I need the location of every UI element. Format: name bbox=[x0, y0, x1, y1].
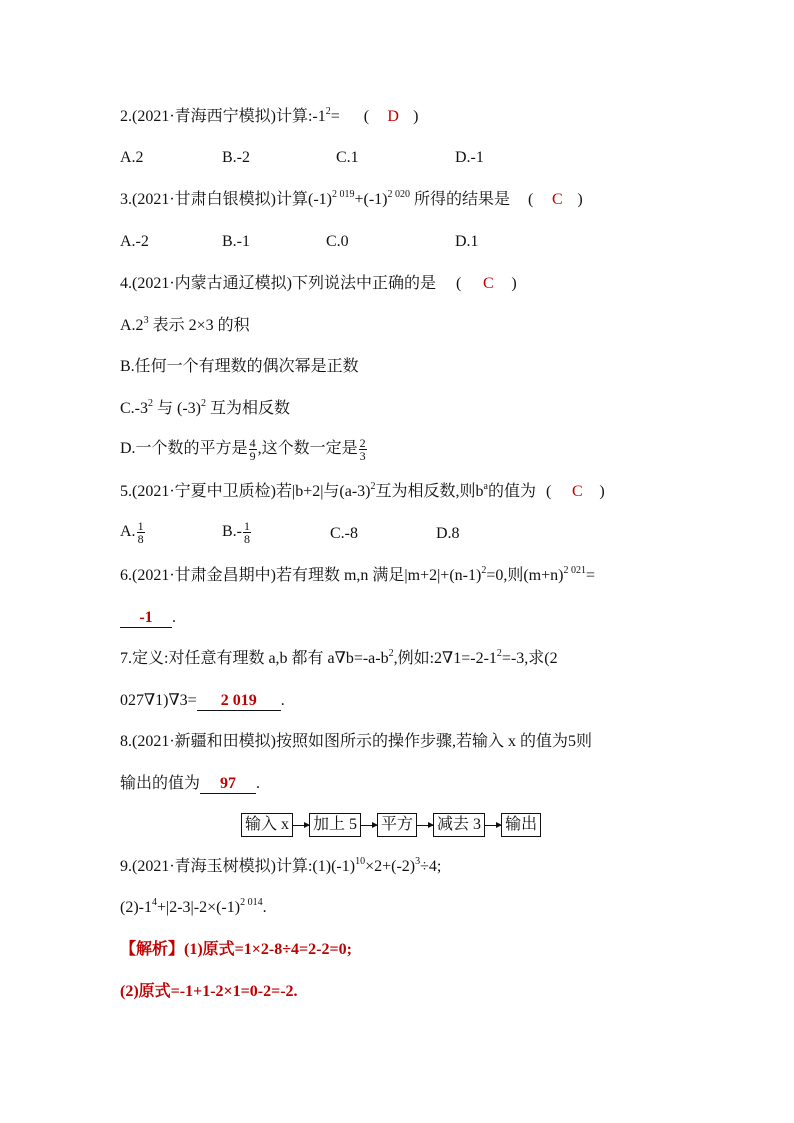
question-4: 4.(2021·内蒙古通辽模拟)下列说法中正确的是 ( C ) bbox=[120, 273, 517, 295]
flow-step-output: 输出 bbox=[501, 813, 541, 837]
answer-q7: 2 019 bbox=[197, 692, 281, 711]
option-a: $A.2^3$ 表示 2×3 的积 bbox=[120, 315, 250, 334]
answer-q3: C bbox=[552, 191, 563, 208]
fraction: $\frac{1}{8}$ bbox=[137, 519, 144, 546]
option-c: C.0 bbox=[326, 233, 349, 250]
question-8-line-2: 输出的值为 97 . bbox=[120, 775, 261, 792]
option-a: A. $\frac{1}{8}$ bbox=[120, 519, 144, 546]
question-9-part-2: $(2)-1^4+|2-3|-2\times(-1)^{2 014}$. bbox=[120, 897, 267, 916]
option-c: $C.-3^2$ 与 $(-3)^2$ 互为相反数 bbox=[120, 398, 291, 417]
fraction: $\frac{1}{8}$ bbox=[244, 519, 250, 546]
solution-part-2: (2)原式=-1+1-2×1=0-2=-2. bbox=[120, 983, 298, 1000]
flowchart bbox=[241, 813, 541, 837]
question-6: 6.(2021·甘肃金昌期中)若有理数 m,n 满足$|m+2|+(n-1)^2=0$,则$(m+n)^{2 021}=$ bbox=[120, 565, 596, 584]
option-d: D.一个数的平方是 $\frac{4}{9}$ ,这个数一定是 $\frac{2}{3}$ bbox=[120, 436, 366, 463]
option-d: D.8 bbox=[436, 525, 460, 542]
flow-step-subtract: 减去 3 bbox=[433, 813, 485, 837]
option-b: B.-2 bbox=[222, 149, 250, 166]
fraction: $\frac{4}{9}$ bbox=[249, 436, 256, 463]
option-b: B.- $\frac{1}{8}$ bbox=[222, 519, 250, 546]
option-b: B.任何一个有理数的偶次幂是正数 bbox=[120, 358, 359, 375]
arrow-icon bbox=[293, 825, 309, 826]
flow-step-add: 加上 5 bbox=[309, 813, 361, 837]
answer-q6: -1 bbox=[120, 609, 172, 628]
answer-q5: C bbox=[571, 483, 583, 500]
flow-step-input: 输入 x bbox=[241, 813, 293, 837]
question-3: 3.(2021·甘肃白银模拟)计算$(-1)^{2 019}+(-1)^{2 020}$ 所得的结果是 ( C ) bbox=[120, 189, 583, 211]
question-7-line-2: 027∇1)∇3= 2 019 . bbox=[120, 692, 285, 709]
option-b: B.-1 bbox=[222, 233, 250, 250]
question-8: 8.(2021·新疆和田模拟)按照如图所示的操作步骤,若输入 x 的值为5则 bbox=[120, 733, 592, 750]
arrow-icon bbox=[361, 825, 377, 826]
answer-q8: 97 bbox=[200, 775, 256, 794]
question-2: 2.(2021·青海西宁模拟)计算$:-1^2=$ ( D ) bbox=[120, 106, 418, 128]
question-9: 9.(2021·青海玉树模拟)计算$:(1)(-1)^{10}\times 2+(-2)^3\div 4$; bbox=[120, 856, 442, 875]
answer-q4: C bbox=[482, 275, 494, 292]
question-7: 7.定义:对任意有理数 a,b 都有 $a\nabla b=-a-b^2$,例如$:2\nabla 1=-2-1^2=-3$,求(2 bbox=[120, 648, 558, 667]
option-d: D.1 bbox=[455, 233, 479, 250]
option-c: C.-8 bbox=[330, 525, 358, 542]
arrow-icon bbox=[485, 825, 501, 826]
flow-step-square: 平方 bbox=[377, 813, 417, 837]
question-5: 5.(2021·宁夏中卫质检)若|b+2|与$(a-3)^2$互为相反数,则$b^a$的值为 ( C ) bbox=[120, 481, 605, 503]
arrow-icon bbox=[417, 825, 433, 826]
option-a: A.-2 bbox=[120, 233, 149, 250]
solution-part-1: 【解析】(1)原式=1×2-8÷4=2-2=0; bbox=[120, 941, 352, 958]
option-a: A.2 bbox=[120, 149, 144, 166]
answer-line-q6: -1 . bbox=[120, 607, 176, 629]
solution-tag: 【解析】 bbox=[120, 941, 185, 958]
option-c: C.1 bbox=[336, 149, 359, 166]
answer-q2: D bbox=[387, 108, 399, 125]
option-d: D.-1 bbox=[455, 149, 484, 166]
fraction: $\frac{2}{3}$ bbox=[359, 436, 366, 463]
